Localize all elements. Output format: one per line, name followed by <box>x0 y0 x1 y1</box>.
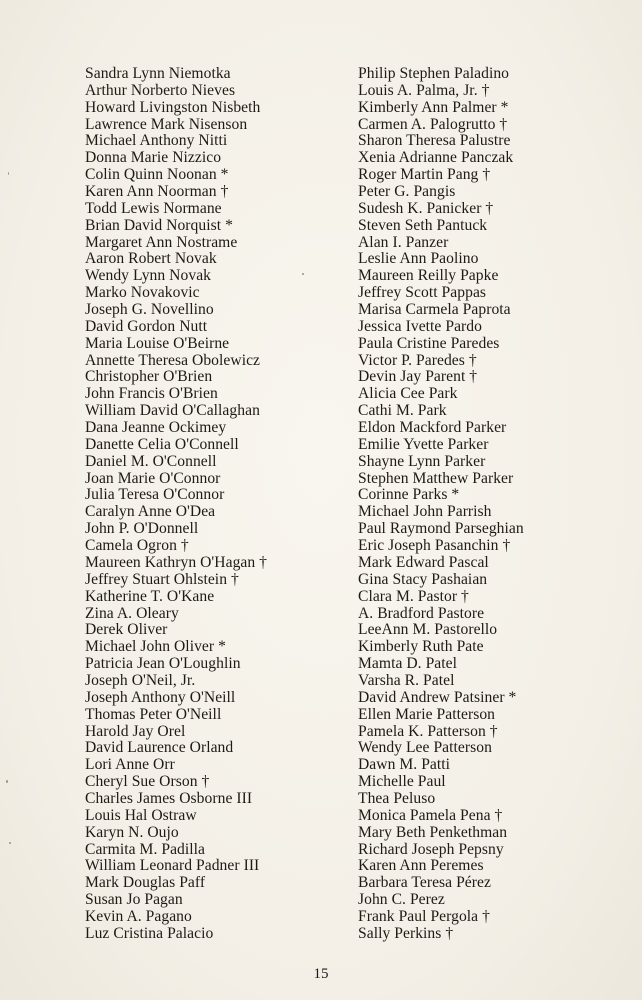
name-entry: Maureen Reilly Papke <box>358 267 499 285</box>
name-entry: Michael Anthony Nitti <box>85 132 228 150</box>
name-entry: Barbara Teresa Pérez <box>358 874 491 892</box>
name-entry: Howard Livingston Nisbeth <box>85 98 261 116</box>
paper-speck <box>9 842 11 844</box>
name-entry: Pamela K. Patterson † <box>358 722 498 740</box>
name-entry: Daniel M. O'Connell <box>85 452 217 470</box>
name-entry: Paul Raymond Parseghian <box>358 520 524 538</box>
names-column-left <box>85 66 267 943</box>
name-entry: Joseph G. Novellino <box>85 301 214 319</box>
name-entry: Karyn N. Oujo <box>85 823 179 841</box>
name-entry: Emilie Yvette Parker <box>358 435 489 453</box>
name-entry: Jeffrey Stuart Ohlstein † <box>85 570 239 588</box>
name-entry: Arthur Norberto Nieves <box>85 81 236 99</box>
name-entry: William David O'Callaghan <box>85 402 260 420</box>
name-entry: Alicia Cee Park <box>358 385 458 403</box>
name-entry: Zina A. Oleary <box>85 604 179 622</box>
name-entry: Todd Lewis Normane <box>85 199 222 217</box>
page-number: 15 <box>313 966 329 982</box>
name-entry: Wendy Lee Patterson <box>358 739 492 757</box>
name-entry: Derek Oliver <box>85 621 168 639</box>
name-entry: Charles James Osborne III <box>85 789 253 807</box>
name-entry: Susan Jo Pagan <box>85 891 183 909</box>
name-entry: Jeffrey Scott Pappas <box>358 284 487 302</box>
name-entry: Joseph Anthony O'Neill <box>85 688 236 706</box>
name-entry: Philip Stephen Paladino <box>358 65 510 82</box>
name-entry: Alan I. Panzer <box>358 233 449 251</box>
name-entry: Steven Seth Pantuck <box>358 216 488 234</box>
name-entry: Paula Cristine Paredes <box>358 334 500 352</box>
name-entry: Camela Ogron † <box>85 537 189 555</box>
name-entry: David Laurence Orland <box>85 739 234 757</box>
name-entry: Mamta D. Patel <box>358 655 458 673</box>
name-entry: Carmen A. Palogrutto † <box>358 115 508 133</box>
name-entry: Katherine T. O'Kane <box>85 587 215 605</box>
name-entry: Luz Cristina Palacio <box>85 924 214 942</box>
name-entry: Sally Perkins † <box>358 924 454 942</box>
name-entry: Xenia Adrianne Panczak <box>358 149 514 167</box>
name-entry: Corinne Parks * <box>358 486 460 504</box>
names-column-right <box>358 66 524 943</box>
name-entry: Marko Novakovic <box>85 284 200 302</box>
name-entry: Devin Jay Parent † <box>358 368 478 386</box>
name-entry: Karen Ann Noorman † <box>85 183 229 201</box>
name-entry: Michael John Parrish <box>358 503 492 521</box>
name-entry: William Leonard Padner III <box>85 857 260 875</box>
name-entry: Ellen Marie Patterson <box>358 705 496 723</box>
name-entry: John C. Perez <box>358 891 445 909</box>
name-entry: Lori Anne Orr <box>85 756 175 774</box>
name-entry: Margaret Ann Nostrame <box>85 233 238 251</box>
name-entry: Michael John Oliver * <box>85 638 226 656</box>
name-entry: Kevin A. Pagano <box>85 907 192 925</box>
name-entry: Caralyn Anne O'Dea <box>85 503 216 521</box>
name-entry: Clara M. Pastor † <box>358 587 469 605</box>
name-entry: Leslie Ann Paolino <box>358 250 479 268</box>
name-entry: Stephen Matthew Parker <box>358 469 514 487</box>
name-entry: Louis A. Palma, Jr. † <box>358 81 490 99</box>
name-entry: Mark Edward Pascal <box>358 553 489 571</box>
name-entry: Mary Beth Penkethman <box>358 823 508 841</box>
name-entry: Danette Celia O'Connell <box>85 435 239 453</box>
name-entry: Jessica Ivette Pardo <box>358 317 482 335</box>
name-entry: Patricia Jean O'Loughlin <box>85 655 241 673</box>
paper-speck <box>8 172 9 175</box>
name-entry: Louis Hal Ostraw <box>85 806 197 824</box>
paper-speck <box>6 780 8 783</box>
name-entry: Sandra Lynn Niemotka <box>85 65 231 82</box>
name-entry: Maria Louise O'Beirne <box>85 334 230 352</box>
name-entry: Sharon Theresa Palustre <box>358 132 511 150</box>
name-entry: Brian David Norquist * <box>85 216 233 234</box>
name-entry: Dawn M. Patti <box>358 756 451 774</box>
name-entry: Eric Joseph Pasanchin † <box>358 537 511 555</box>
name-entry: Thomas Peter O'Neill <box>85 705 222 723</box>
name-entry: Eldon Mackford Parker <box>358 419 507 437</box>
name-entry: Donna Marie Nizzico <box>85 149 222 167</box>
name-entry: Victor P. Paredes † <box>358 351 477 369</box>
name-entry: Dana Jeanne Ockimey <box>85 419 227 437</box>
name-entry: Joseph O'Neil, Jr. <box>85 671 196 689</box>
name-entry: Julia Teresa O'Connor <box>85 486 225 504</box>
name-entry: Colin Quinn Noonan * <box>85 166 229 184</box>
name-entry: Cheryl Sue Orson † <box>85 773 210 791</box>
name-entry: A. Bradford Pastore <box>358 604 485 622</box>
name-entry: Mark Douglas Paff <box>85 874 206 892</box>
name-entry: Harold Jay Orel <box>85 722 186 740</box>
name-entry: Thea Peluso <box>358 789 436 807</box>
paper-speck <box>302 273 304 275</box>
name-entry: Marisa Carmela Paprota <box>358 301 511 319</box>
name-entry: Kimberly Ann Palmer * <box>358 98 509 116</box>
name-entry: Monica Pamela Pena † <box>358 806 503 824</box>
name-entry: Shayne Lynn Parker <box>358 452 486 470</box>
name-entry: LeeAnn M. Pastorello <box>358 621 498 639</box>
name-entry: Richard Joseph Pepsny <box>358 840 504 858</box>
name-entry: Wendy Lynn Novak <box>85 267 212 285</box>
name-entry: John Francis O'Brien <box>85 385 218 403</box>
name-entry: Aaron Robert Novak <box>85 250 217 268</box>
name-entry: Lawrence Mark Nisenson <box>85 115 248 133</box>
name-entry: David Gordon Nutt <box>85 317 208 335</box>
name-entry: John P. O'Donnell <box>85 520 199 538</box>
name-entry: Maureen Kathryn O'Hagan † <box>85 553 268 571</box>
name-entry: Karen Ann Peremes <box>358 857 484 875</box>
name-entry: Annette Theresa Obolewicz <box>85 351 261 369</box>
name-entry: Cathi M. Park <box>358 402 447 420</box>
name-entry: Joan Marie O'Connor <box>85 469 221 487</box>
name-entry: David Andrew Patsiner * <box>358 688 517 706</box>
name-entry: Varsha R. Patel <box>358 671 455 689</box>
name-entry: Carmita M. Padilla <box>85 840 206 858</box>
name-entry: Sudesh K. Panicker † <box>358 199 494 217</box>
name-entry: Gina Stacy Pashaian <box>358 570 488 588</box>
name-entry: Roger Martin Pang † <box>358 166 491 184</box>
name-entry: Michelle Paul <box>358 773 446 791</box>
name-entry: Frank Paul Pergola † <box>358 907 490 925</box>
name-entry: Kimberly Ruth Pate <box>358 638 484 656</box>
name-entry: Peter G. Pangis <box>358 183 456 201</box>
name-entry: Christopher O'Brien <box>85 368 213 386</box>
